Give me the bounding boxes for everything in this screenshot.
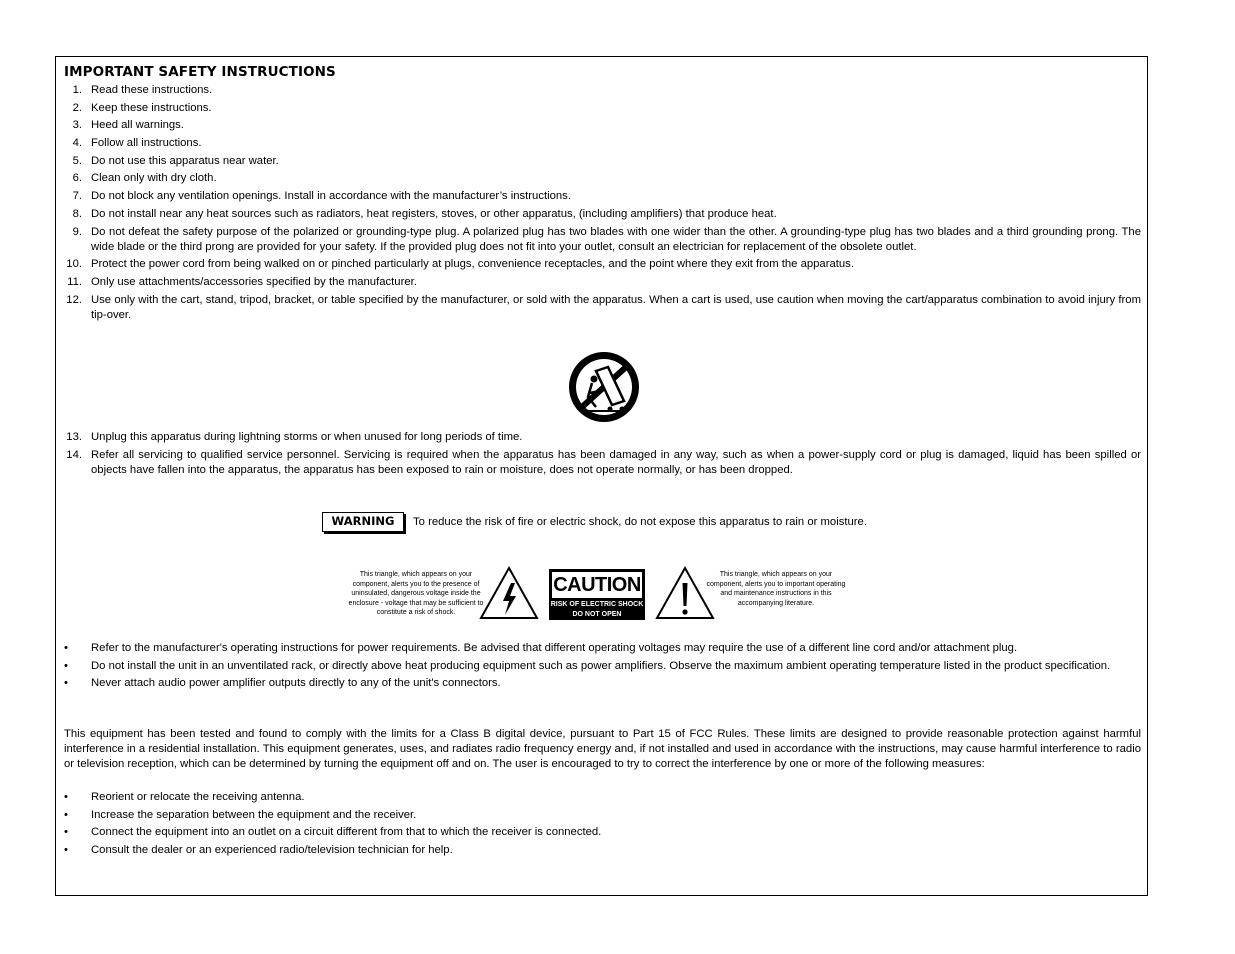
list-item: 10. Protect the power cord from being walked on or pinched particularly at plugs, convenience receptacles, and the point where they exit from the apparatus. (66, 258, 854, 271)
page-title: IMPORTANT SAFETY INSTRUCTIONS (64, 64, 336, 80)
list-item: 14. Refer all servicing to qualified service personnel. Servicing is required when the apparatus has been damaged in any way, such as when a power-supply cord or plug is damaged, liquid has been spilled or objects have fallen into the apparatus, the apparatus has been exposed to rain or moisture, does not operate normally, or has been dropped. (66, 448, 1141, 476)
list-item: 12. Use only with the cart, stand, tripod, bracket, or table specified by the manufacturer, or sold with the apparatus. When a cart is used, use caution when moving the cart/apparatus combination to avoid injury from tip-over. (66, 293, 1141, 321)
list-item: 2. Keep these instructions. (72, 101, 212, 114)
lightning-bolt-warning-icon (478, 565, 540, 621)
warning-text: To reduce the risk of fire or electric shock, do not expose this apparatus to rain or moisture. (413, 516, 867, 528)
list-item: 9. Do not defeat the safety purpose of the polarized or grounding-type plug. A polarized plug has two blades with one wider than the other. A grounding-type plug has two blades and a third grounding prong. The wide blade or the third prong are provided for your safety. If the provided plug does not fit into your outlet, consult an electrician for replacement of the obsolete outlet. (72, 225, 1141, 253)
list-item: • Do not install the unit in an unventilated rack, or directly above heat producing equipment such as power amplifiers. Observe the maximum ambient operating temperature listed in the product specification. (64, 659, 1111, 672)
caution-title: CAUTION (553, 574, 641, 596)
list-item: 7. Do not block any ventilation openings. Install in accordance with the manufacturer’s instructions. (72, 190, 571, 203)
power-bullets (64, 641, 1141, 694)
instructions-list-2 (64, 430, 1141, 480)
list-item: 6. Clean only with dry cloth. (72, 172, 217, 185)
list-item: 3. Heed all warnings. (72, 119, 184, 132)
list-item: 4. Follow all instructions. (72, 137, 202, 150)
list-item: • Consult the dealer or an experienced radio/television technician for help. (64, 844, 453, 857)
fcc-bullets (64, 790, 1141, 861)
caution-subtitle-1: RISK OF ELECTRIC SHOCK (550, 601, 644, 608)
list-item: • Reorient or relocate the receiving antenna. (64, 791, 305, 803)
safety-instructions-panel (55, 56, 1148, 896)
list-item: • Never attach audio power amplifier outputs directly to any of the unit's connectors. (64, 677, 501, 690)
list-item: 5. Do not use this apparatus near water. (72, 154, 279, 167)
list-item: • Increase the separation between the equipment and the receiver. (64, 808, 417, 821)
caution-subtitle-2: DO NOT OPEN (572, 610, 622, 618)
list-item: 13. Unplug this apparatus during lightning storms or when unused for long periods of time. (66, 431, 523, 443)
list-item: 11. Only use attachments/accessories specified by the manufacturer. (67, 275, 417, 288)
caution-label (549, 569, 645, 620)
instructions-list-1 (64, 83, 1141, 325)
cart-tipover-warning-icon (566, 349, 642, 425)
list-item: 1. Read these instructions. (72, 84, 213, 96)
warning-badge: WARNING (322, 512, 404, 532)
instructions-symbol-caption: This triangle, which appears on your component, alerts you to important operating and maintenance instructions in this accompanying literature. (706, 571, 846, 607)
fcc-paragraph: This equipment has been tested and found to comply with the limits for a Class B digital device, pursuant to Part 15 of FCC Rules. These limits are designed to provide reasonable protection against harmful interference in a residential installation. This equipment generates, uses, and radiates radio frequency energy and, if not installed and used in accordance with the instructions, may cause harmful interference to radio or television reception, which can be determined by turning the equipment off and on. The user is encouraged to try to correct the interference by one or more of the following measures: (64, 728, 1141, 770)
list-item: 8. Do not install near any heat sources such as radiators, heat registers, stoves, or other apparatus, (including amplifiers) that produce heat. (72, 207, 777, 220)
voltage-symbol-caption: This triangle, which appears on your component, alerts you to the presence of uninsulated, dangerous voltage inside the enclosure - voltage that may be sufficient to constitute a risk of shock. (348, 571, 484, 616)
list-item: • Refer to the manufacturer's operating instructions for power requirements. Be advised that different operating voltages may require the use of a different line cord and/or attachment plug. (64, 642, 1018, 654)
list-item: • Connect the equipment into an outlet on a circuit different from that to which the receiver is connected. (64, 826, 602, 839)
